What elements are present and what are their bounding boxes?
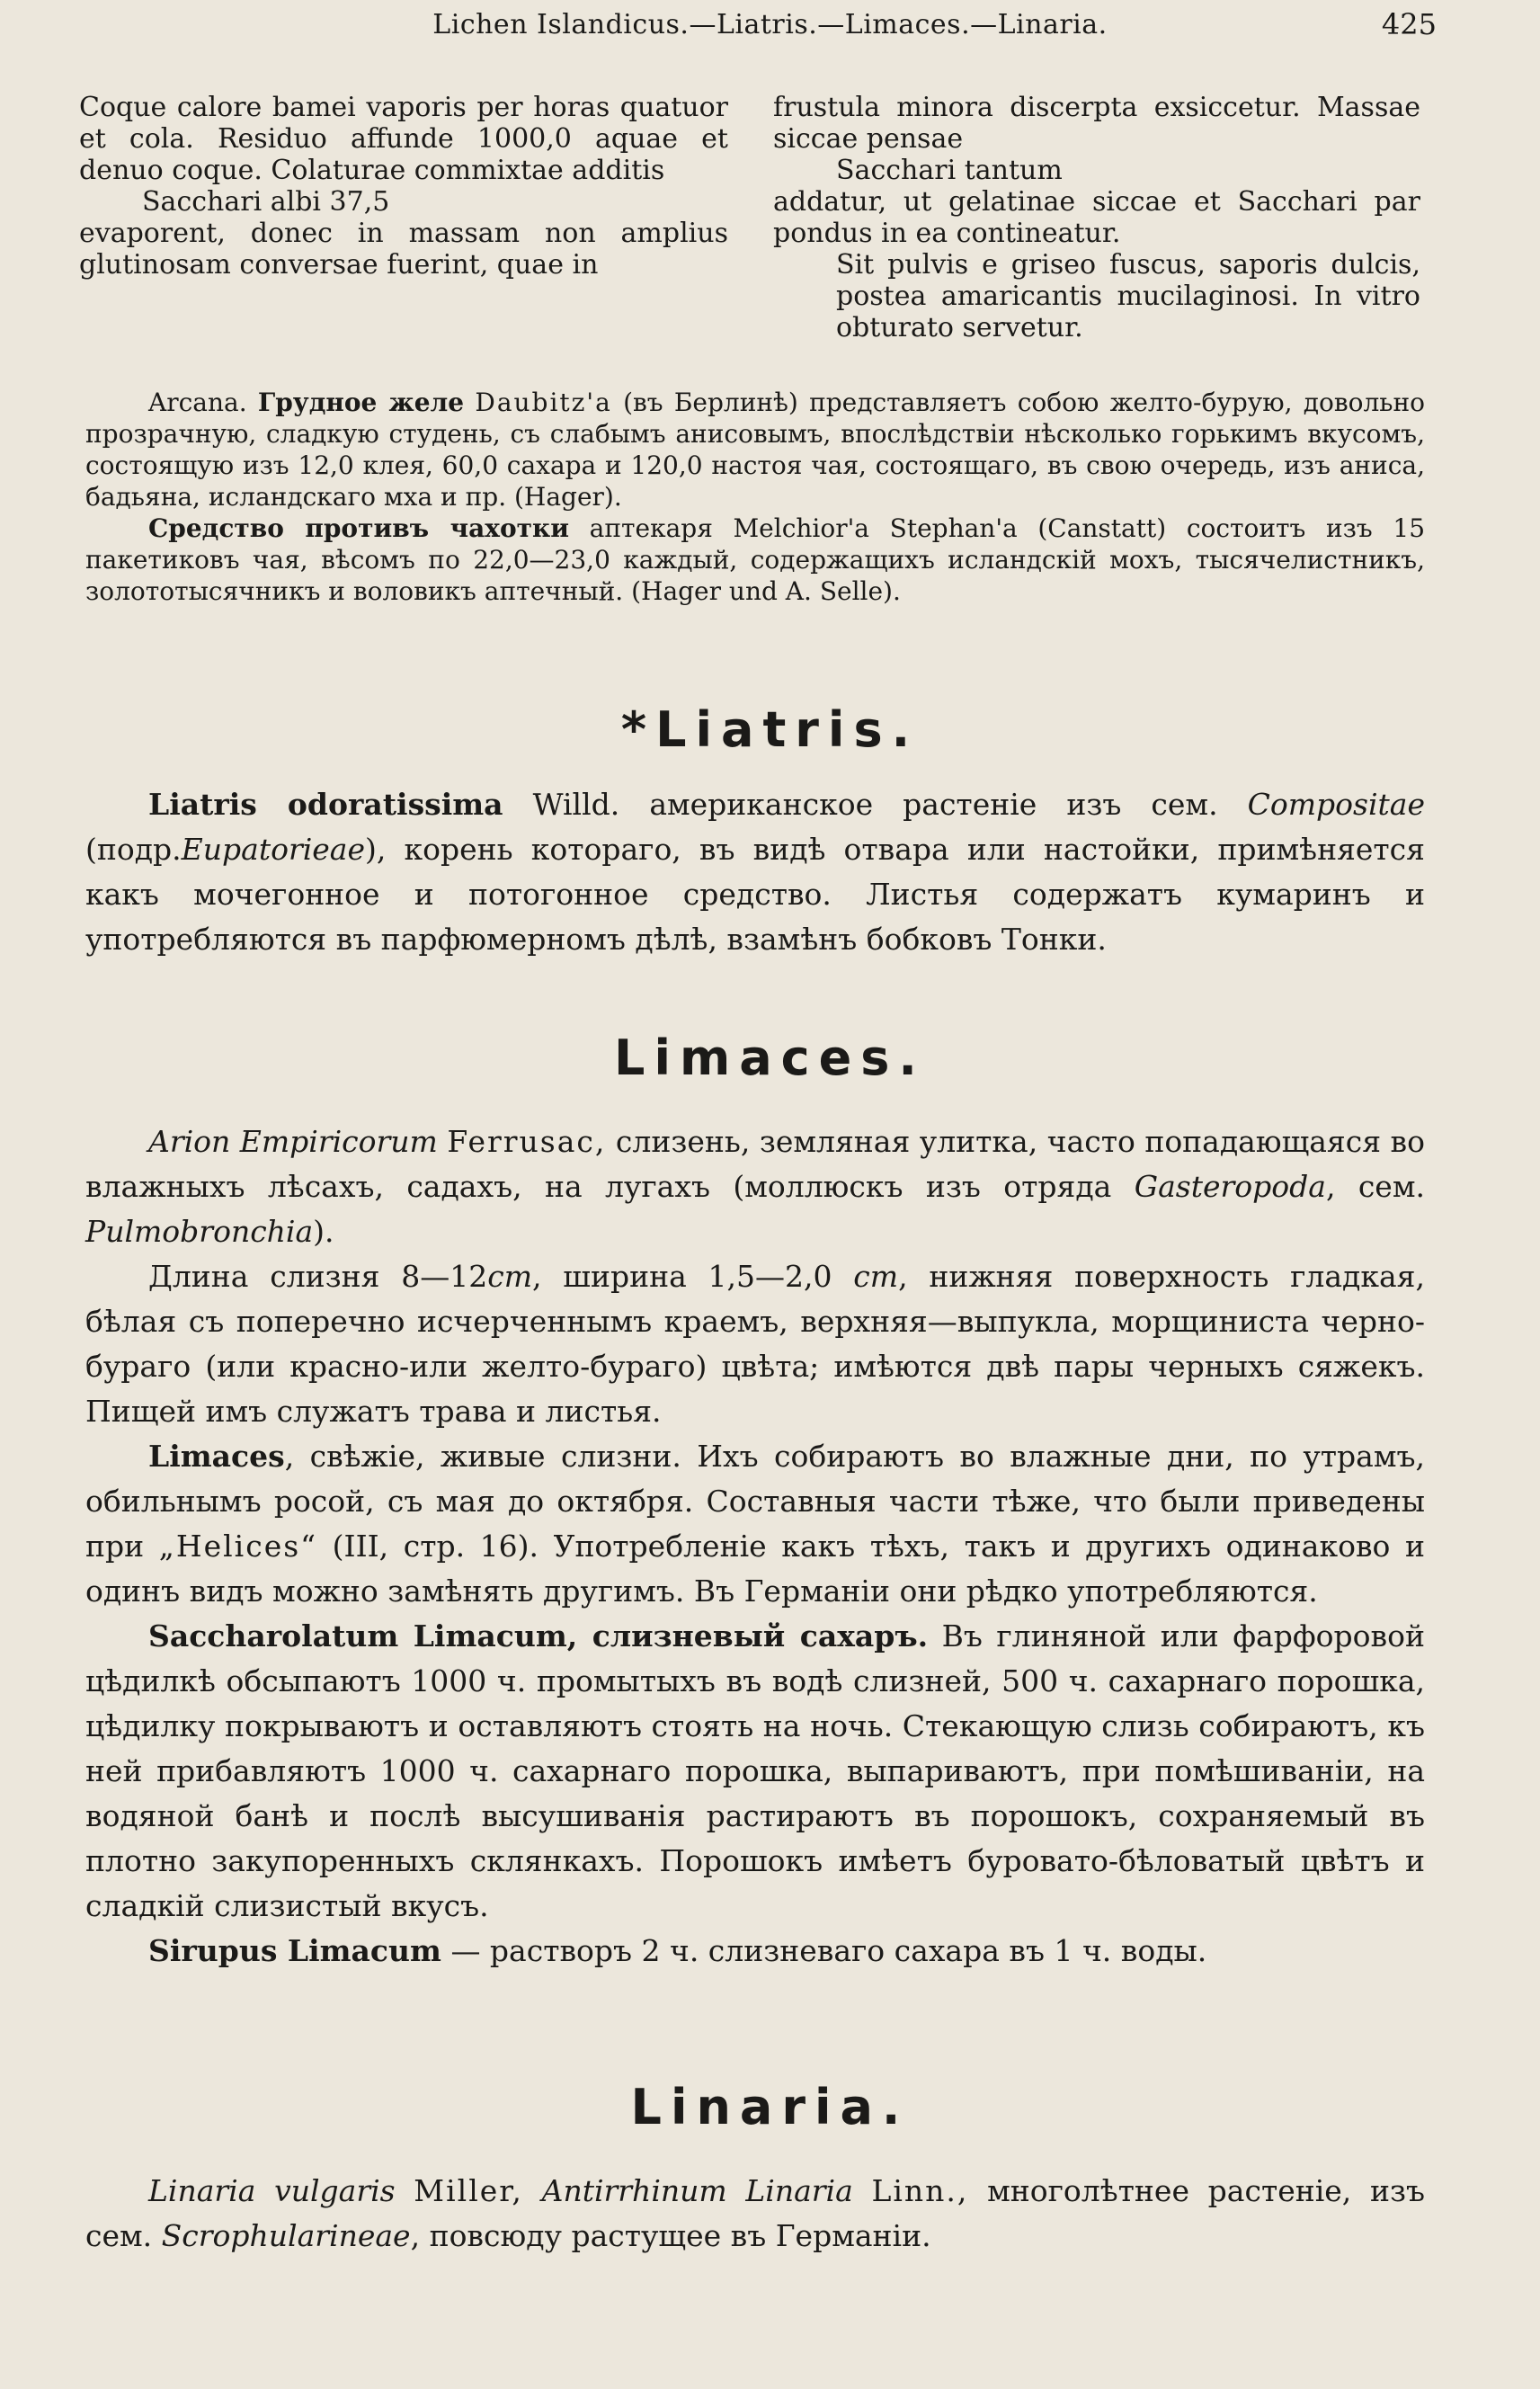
- linaria-paragraph: [85, 2169, 1425, 2259]
- limaces-species: Arion Empiricorum: [148, 1124, 438, 1159]
- linaria-text-2: , повсюду растущее въ Германіи.: [410, 2218, 931, 2253]
- arcana-name-1: Daubitz'a: [475, 388, 612, 417]
- limaces-width: , ширина 1,5—2,0: [532, 1259, 832, 1294]
- liatris-family: Compositae: [1247, 787, 1425, 822]
- liatris-subfamily: Eupatorieae: [181, 832, 366, 867]
- liatris-paragraph: [85, 782, 1425, 962]
- limaces-paragraph-2: [85, 1254, 1425, 1434]
- formula-right-ingredient: Sacchari tantum: [836, 155, 1063, 186]
- heading-linaria: Linaria.: [630, 2079, 910, 2135]
- liatris-text-1: американское растеніе изъ сем.: [649, 787, 1218, 822]
- limaces-paragraph-5: [85, 1929, 1425, 1974]
- limaces-paragraph-3: [85, 1434, 1425, 1614]
- arcana-term-1: Грудное желе: [257, 388, 465, 417]
- heading-limaces: Limaces.: [614, 1030, 926, 1086]
- limaces-author: Ferrusac,: [447, 1124, 607, 1159]
- arcana-term-2: Средство противъ чахотки: [148, 513, 569, 543]
- limaces-paragraph-1: [85, 1119, 1425, 1254]
- linaria-species-2: Antirrhinum Linaria: [541, 2173, 853, 2208]
- sirupus-text: — растворъ 2 ч. слизневаго сахара въ 1 ч. воды.: [450, 1933, 1207, 1968]
- arcana-section: [85, 387, 1425, 607]
- limaces-unit-1: cm: [487, 1259, 533, 1294]
- formula-right-text-3: Sit pulvis e griseo fuscus, saporis dulcis, postea amaricantis mucilaginosi. In vitro obturato servetur.: [836, 249, 1420, 343]
- formula-right-text-1: frustula minora discerpta exsiccetur. Massae siccae pensae: [773, 92, 1420, 155]
- linaria-family: Scrophularineae: [161, 2218, 411, 2253]
- limaces-fresh-text-2: (III, стр. 16). Употребленіе какъ тѣхъ, такъ и другихъ одинаково и одинъ видъ можно замѣнять другимъ. Въ Германіи они рѣдко употребляются.: [85, 1529, 1425, 1609]
- limaces-paragraph-4: [85, 1614, 1425, 1929]
- linaria-species-1: Linaria vulgaris: [148, 2173, 396, 2208]
- saccharolatum-text: Въ глиняной или фарфоровой цѣдилкѣ обсыпаютъ 1000 ч. промытыхъ въ водѣ слизней, 500 ч. сахарнаго порошка, цѣдилку покрываютъ и оставляютъ стоять на ночь. Стекающую слизь собираютъ, къ ней прибавляютъ 1000 ч. сахарнаго порошка, выпариваютъ, при помѣшиваніи, на водяной банѣ и послѣ высушиванія растираютъ въ порошокъ, сохраняемый въ плотно закупоренныхъ склянкахъ. Порошокъ имѣетъ буровато-бѣловатый цвѣтъ и сладкій слизистый вкусъ.: [85, 1618, 1425, 1923]
- limaces-text-2: , сем.: [1325, 1169, 1425, 1204]
- limaces-fresh-text-1: , свѣжіе, живые слизни. Ихъ собираютъ во влажные дни, по утрамъ, обильнымъ росой, съ мая до октября. Составныя части тѣже, что были приведены при: [85, 1439, 1425, 1564]
- limaces-fresh-term: Limaces: [148, 1439, 285, 1474]
- limaces-helices-ref: „Helices“: [158, 1529, 318, 1564]
- arcana-text-2: аптекаря Melchior'a Stephan'a (Canstatt) состоитъ изъ 15 пакетиковъ чая, вѣсомъ по 22,0—23,0 каждый, содержащихъ исландскій мохъ, тысячелистникъ, золототысячникъ и воловикъ аптечный. (Hager und A. Selle).: [85, 513, 1426, 606]
- linaria-author-1: Miller,: [414, 2173, 523, 2208]
- arcana-text-1: (въ Берлинѣ) представляетъ собою желто-бурую, довольно прозрачную, сладкую студень, съ слабымъ анисовымъ, впослѣдствіи нѣсколько горькимъ вкусомъ, состоящую изъ 12,0 клея, 60,0 сахара и 120,0 настоя чая, состоящаго, въ свою очередь, изъ аниса, бадьяна, исландскаго мха и пр. (Hager).: [85, 388, 1426, 512]
- page-number: 425: [1381, 7, 1437, 41]
- limaces-text-1: слизень, земляная улитка, часто попадающаяся во влажныхъ лѣсахъ, садахъ, на лугахъ (моллюскъ изъ отряда: [85, 1124, 1425, 1204]
- formula-left-ingredient: Sacchari albi 37,5: [142, 186, 390, 218]
- heading-liatris: *Liatris.: [620, 701, 920, 758]
- liatris-author: Willd.: [532, 787, 620, 822]
- sirupus-term: Sirupus Limacum: [148, 1933, 441, 1968]
- liatris-text-2: (подр.: [85, 832, 182, 867]
- linaria-text-1: многолѣтнее растеніе, изъ сем.: [85, 2173, 1425, 2253]
- arcana-paragraph-2: [85, 513, 1425, 607]
- limaces-family: Pulmobronchia: [85, 1214, 314, 1249]
- liatris-section: [85, 782, 1425, 962]
- formula-right-text-2: addatur, ut gelatinae siccae et Sacchari par pondus in ea contineatur.: [773, 186, 1420, 249]
- limaces-order: Gasteropoda: [1134, 1169, 1326, 1204]
- limaces-unit-2: cm: [853, 1259, 899, 1294]
- linaria-author-2: Linn.,: [871, 2173, 969, 2208]
- liatris-text-3: ), корень котораго, въ видѣ отвара или настойки, примѣняется какъ мочегонное и потогонное средство. Листья содержатъ кумаринъ и употребляются въ парфюмерномъ дѣлѣ, взамѣнъ бобковъ Тонки.: [85, 832, 1425, 957]
- formula-right-column: [773, 92, 1420, 343]
- saccharolatum-term: Saccharolatum Limacum, слизневый сахаръ.: [148, 1618, 929, 1654]
- running-header: Lichen Islandicus.—Liatris.—Limaces.—Linaria.: [432, 9, 1108, 40]
- linaria-section: [85, 2169, 1425, 2259]
- formula-left-column: [79, 92, 728, 281]
- arcana-paragraph-1: [85, 387, 1425, 513]
- arcana-label: Arcana.: [148, 388, 247, 417]
- formula-left-text-2: evaporent, donec in massam non amplius glutinosam conversae fuerint, quae in: [79, 218, 728, 281]
- limaces-text-3: ).: [313, 1214, 334, 1249]
- limaces-section: [85, 1119, 1425, 1974]
- formula-left-text-1: Coque calore bamei vaporis per horas quatuor et cola. Residuo affunde 1000,0 aquae et denuo coque. Colaturae commixtae additis: [79, 92, 728, 186]
- liatris-term: Liatris odoratissima: [148, 787, 503, 822]
- limaces-length: Длина слизня 8—12: [148, 1259, 488, 1294]
- limaces-description: , нижняя поверхность гладкая, бѣлая съ поперечно исчерченнымъ краемъ, верхняя—выпукла, морщиниста черно-бураго (или красно-или желто-бураго) цвѣта; имѣются двѣ пары черныхъ сяжекъ. Пищей имъ служатъ трава и листья.: [85, 1259, 1425, 1429]
